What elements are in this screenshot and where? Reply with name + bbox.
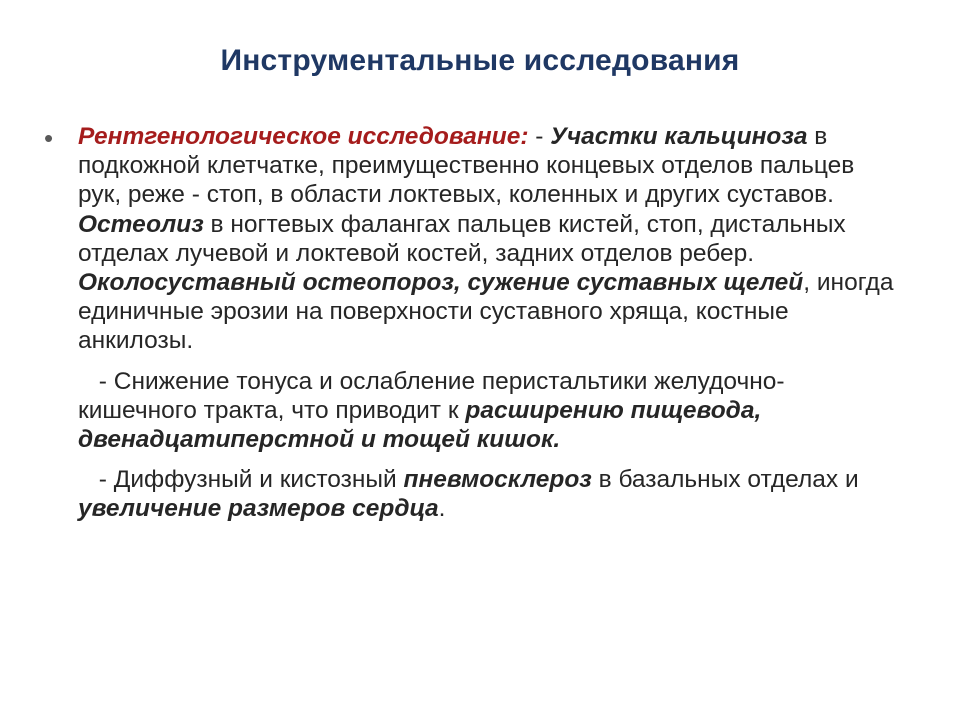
text-segment: - Снижение тонуса и ослабление перистальтики желудочно-кишечного тракта, что приводит к [78,367,785,424]
emphasis-osteolysis: Остеолиз [78,210,204,238]
emphasis-pneumosclerosis: пневмосклероз [403,466,592,494]
paragraph-gi-tract [78,367,898,455]
emphasis-osteoporosis: Околосуставный остеопороз, сужение суставных щелей [78,269,804,297]
slide-title: Инструментальные исследования [220,44,740,77]
text-segment: в базальных отделах и [591,466,859,494]
emphasis-heart-enlargement: увеличение размеров сердца [78,495,439,523]
text-segment: - Диффузный и кистозный [92,466,404,494]
text-segment: . [438,495,446,523]
xray-heading: Рентгенологическое исследование: [78,123,529,150]
bullet-icon: • [44,123,54,153]
paragraph-xray [78,122,898,356]
text-segment: , иногда единичные эрозии на поверхности суставного хряща, костные анкилозы. [78,269,894,355]
emphasis-calcinosis: Участки кальциноза [550,123,808,150]
bullet-list [44,122,898,524]
text-segment: в ногтевых фалангах пальцев кистей, стоп, дистальных отделах лучевой и локтевой костей, задних отделов ребер. [78,210,846,267]
emphasis-dilation: расширению пищевода, двенадцатиперстной и тощей кишок. [78,396,762,454]
text-segment: в подкожной клетчатке, преимущественно концевых отделов пальцев рук, реже - стоп, в области локтевых, коленных и других суставов. [78,123,855,209]
paragraph-lungs-heart [78,465,898,523]
text-segment: - [528,123,551,150]
